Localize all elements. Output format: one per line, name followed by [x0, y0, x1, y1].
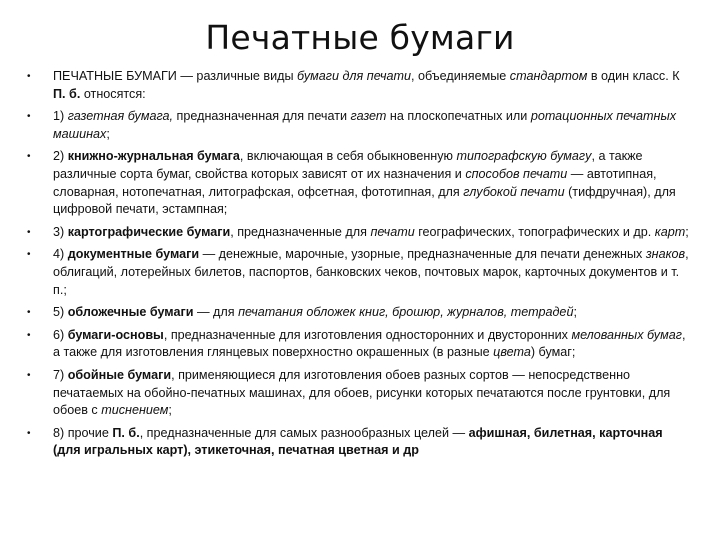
list-item: [0, 246, 720, 299]
list-item: [0, 327, 720, 362]
text-span: ;: [685, 224, 689, 239]
bold-text: картографические бумаги: [67, 224, 231, 239]
list-item: [0, 108, 720, 143]
bold-text: афишная, билетная, карточная (для игральных карт), этикеточная, печатная цветная и др: [53, 425, 663, 458]
text-span: , предназначенные для самых разнообразных целей —: [139, 425, 469, 440]
list-item: [0, 224, 720, 242]
list-item: [0, 304, 720, 322]
bold-text: П. б.: [112, 425, 140, 440]
text-span: в один класс. К: [587, 69, 680, 83]
italic-text: стандартом: [509, 69, 588, 83]
text-span: на плоскопечатных или: [386, 109, 531, 124]
text-span: 5): [53, 305, 68, 320]
bullet-icon: •: [27, 249, 31, 261]
italic-text: тиснением: [101, 403, 169, 418]
italic-text: газетная бумага,: [67, 109, 174, 124]
text-span: ) бумаг;: [530, 345, 576, 360]
text-span: , применяющиеся для изготовления обоев разных сортов — непосредственно печатаемых на обойно-печатных машинах, для обоев, рисунки которых печатаются после грунтовки, для обоев с: [53, 367, 671, 418]
italic-text: печатания обложек книг, брошюр, журналов, тетрадей: [238, 305, 574, 320]
bold-text: П. б.: [53, 86, 81, 101]
text-span: , включающая в себя обыкновенную: [239, 149, 457, 164]
italic-text: цвета: [493, 345, 531, 360]
italic-text: типографскую бумагу: [456, 149, 592, 164]
italic-text: ротационных печатных машинах: [53, 109, 677, 141]
bold-text: бумаги-основы: [67, 327, 164, 342]
bold-text: обойные бумаги: [67, 367, 172, 382]
text-span: 8) прочие: [53, 425, 113, 440]
bullet-icon: •: [27, 329, 31, 341]
list-item: [0, 148, 720, 218]
text-span: относятся:: [80, 86, 146, 101]
text-span: — автотипная, словарная, нотопечатная, литографская, офсетная, фототипная, для: [53, 166, 657, 199]
bullet-icon: •: [27, 427, 31, 439]
text-span: ПЕЧАТНЫЕ БУМАГИ: [53, 69, 177, 83]
italic-text: знаков: [645, 247, 686, 262]
bullet-icon: •: [27, 111, 31, 123]
italic-text: мелованных бумаг: [571, 327, 682, 342]
italic-text: способов печати: [465, 166, 568, 181]
slide-title: Печатные бумаги: [205, 18, 515, 57]
text-span: ;: [168, 403, 172, 418]
text-span: , объединяемые: [411, 69, 510, 83]
text-span: 3): [53, 224, 68, 239]
text-span: 4): [53, 247, 68, 262]
text-span: 7): [53, 367, 68, 382]
text-span: — для: [193, 305, 239, 320]
text-span: 1): [53, 109, 68, 124]
text-span: 2): [53, 149, 68, 164]
text-span: — различные виды: [176, 69, 298, 83]
bullet-icon: •: [27, 71, 31, 82]
bullet-icon: •: [27, 369, 31, 381]
text-span: 6): [53, 327, 68, 342]
italic-text: глубокой печати: [463, 184, 565, 199]
text-span: ;: [573, 305, 577, 320]
bullet-icon: •: [27, 151, 31, 163]
text-span: , а также различные сорта бумаг, свойства которых зависят от их назначения и: [53, 149, 643, 181]
text-span: , предназначенные для: [230, 224, 371, 239]
bullet-icon: •: [27, 307, 31, 319]
bold-text: документные бумаги: [67, 247, 200, 262]
italic-text: бумаги для печати: [297, 69, 412, 83]
text-span: , а также для изготовления глянцевых поверхностно окрашенных (в разные: [53, 327, 686, 360]
bullet-icon: •: [27, 226, 31, 238]
text-span: ;: [106, 126, 110, 141]
text-span: (тифдручная), для цифровой печати, эстампная;: [53, 184, 676, 217]
list-item: [0, 425, 720, 460]
bold-text: книжно-журнальная бумага: [67, 149, 240, 164]
text-span: , предназначенные для изготовления односторонних и двусторонних: [163, 327, 572, 342]
text-span: предназначенная для печати: [173, 109, 351, 124]
italic-text: печати: [370, 224, 415, 239]
text-span: географических, топографических и др.: [414, 224, 655, 239]
list-item: [0, 68, 720, 103]
italic-text: газет: [350, 109, 387, 124]
italic-text: карт: [654, 224, 686, 239]
text-span: — денежные, марочные, узорные, предназначенные для печати денежных: [199, 247, 646, 262]
bold-text: обложечные бумаги: [67, 305, 194, 320]
text-span: , облигаций, лотерейных билетов, паспортов, банковских чеков, почтовых марок, карточных документов и т. п.;: [53, 247, 689, 297]
list-item: [0, 367, 720, 420]
bullet-list: [0, 68, 720, 465]
